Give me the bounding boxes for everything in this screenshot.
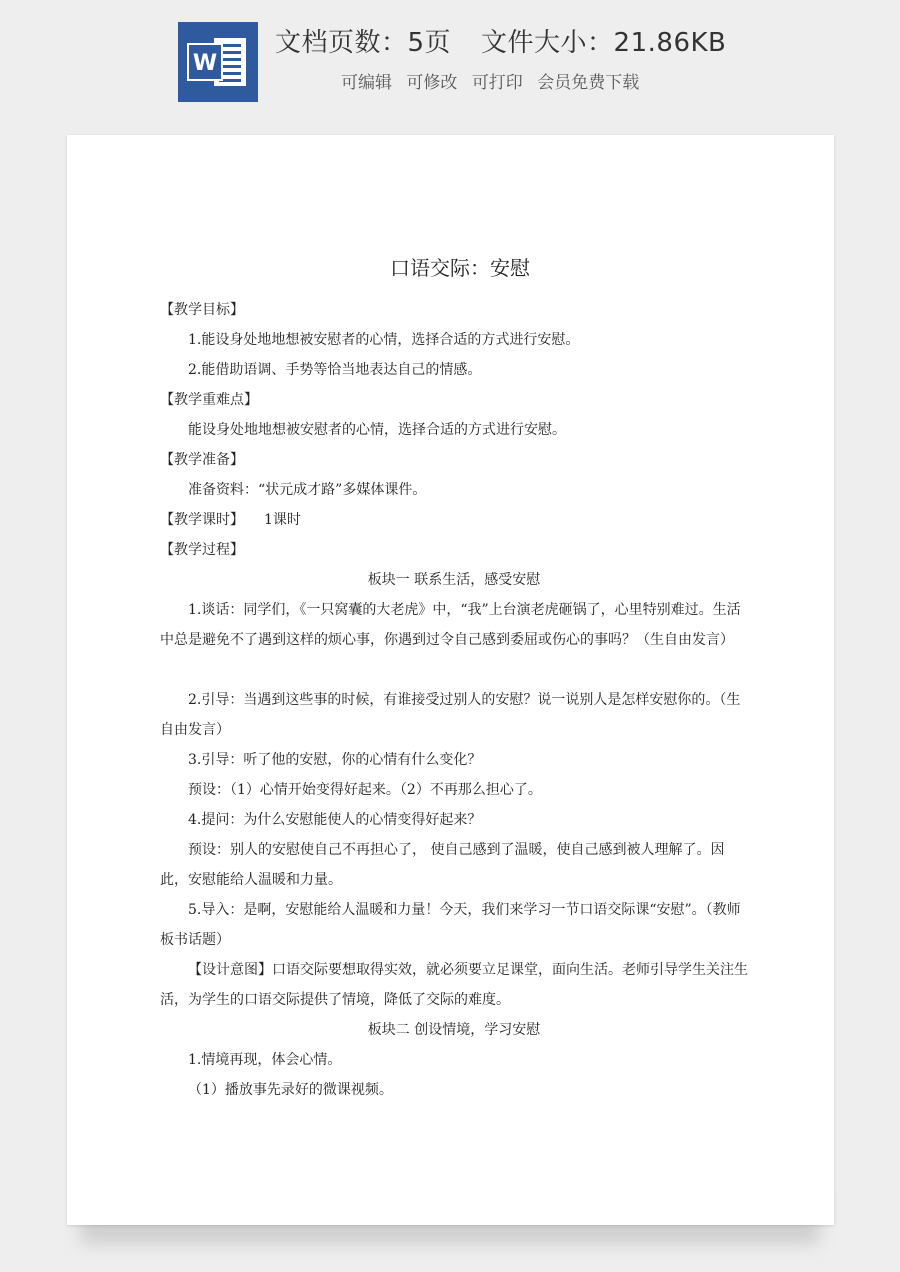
process-paragraph-9: 1.情境再现，体会心情。 <box>188 1052 342 1068</box>
file-size: 文件大小：21.86KB <box>481 28 727 58</box>
document-page <box>67 135 834 1225</box>
process-paragraph-4: 预设：（1）心情开始变得好起来。（2）不再那么担心了。 <box>188 782 542 798</box>
goal-item-1: 1.能设身处地地想被安慰者的心情，选择合适的方式进行安慰。 <box>188 332 580 348</box>
process-paragraph-10: （1）播放事先录好的微课视频。 <box>188 1082 393 1098</box>
page-count: 文档页数：5页 <box>275 28 452 58</box>
process-paragraph-6: 预设：别人的安慰使自己不再担心了， 使自己感到了温暖，使自己感到被人理解了。因此，安慰能给人温暖和力量。 <box>160 842 725 888</box>
heading-preparation: 【教学准备】 <box>160 452 244 468</box>
document-meta <box>275 22 726 59</box>
word-doc-icon <box>178 22 258 102</box>
key-point-text: 能设身处地地想被安慰者的心情，选择合适的方式进行安慰。 <box>188 422 566 438</box>
feature-list <box>341 68 648 93</box>
feature-member-download: 会员免费下载 <box>537 73 640 93</box>
heading-key-points: 【教学重难点】 <box>160 392 258 408</box>
process-paragraph-2: 2.引导：当遇到这些事的时候，有谁接受过别人的安慰？说一说别人是怎样安慰你的。（生自由发言） <box>160 692 741 738</box>
process-paragraph-1: 1.谈话：同学们，《一只窝囊的大老虎》中，“我”上台演老虎砸锅了，心里特别难过。生活中总是避免不了遇到这样的烦心事，你遇到过令自己感到委屈或伤心的事吗？（生自由发言） <box>160 602 741 648</box>
heading-teaching-goals: 【教学目标】 <box>160 302 244 318</box>
design-intent-paragraph: 【设计意图】口语交际要想取得实效，就必须要立足课堂，面向生活。老师引导学生关注生活，为学生的口语交际提供了情境，降低了交际的难度。 <box>160 962 748 1008</box>
feature-editable: 可编辑 <box>341 73 392 93</box>
feature-modifiable: 可修改 <box>406 73 458 93</box>
svg-text:W: W <box>192 51 218 76</box>
page-title: 口语交际：安慰 <box>390 256 530 280</box>
section-heading-block-2: 板块二 创设情境，学习安慰 <box>367 1022 541 1038</box>
process-paragraph-3: 3.引导：听了他的安慰，你的心情有什么变化？ <box>188 752 482 768</box>
class-hours-value: 1课时 <box>264 512 301 528</box>
heading-class-hours: 【教学课时】 <box>160 512 244 528</box>
class-hours-row <box>160 505 301 535</box>
section-heading-block-1: 板块一 联系生活，感受安慰 <box>367 572 541 588</box>
heading-teaching-process: 【教学过程】 <box>160 542 244 558</box>
goal-item-2: 2.能借助语调、手势等恰当地表达自己的情感。 <box>188 362 482 378</box>
process-paragraph-5: 4.提问：为什么安慰能使人的心情变得好起来？ <box>188 812 482 828</box>
process-paragraph-7: 5.导入：是啊，安慰能给人温暖和力量！今天，我们来学习一节口语交际课“安慰”。（教师板书话题） <box>160 902 741 948</box>
document-info-banner <box>0 0 900 120</box>
preparation-text: 准备资料：“状元成才路”多媒体课件。 <box>188 482 427 498</box>
feature-printable: 可打印 <box>471 73 523 93</box>
